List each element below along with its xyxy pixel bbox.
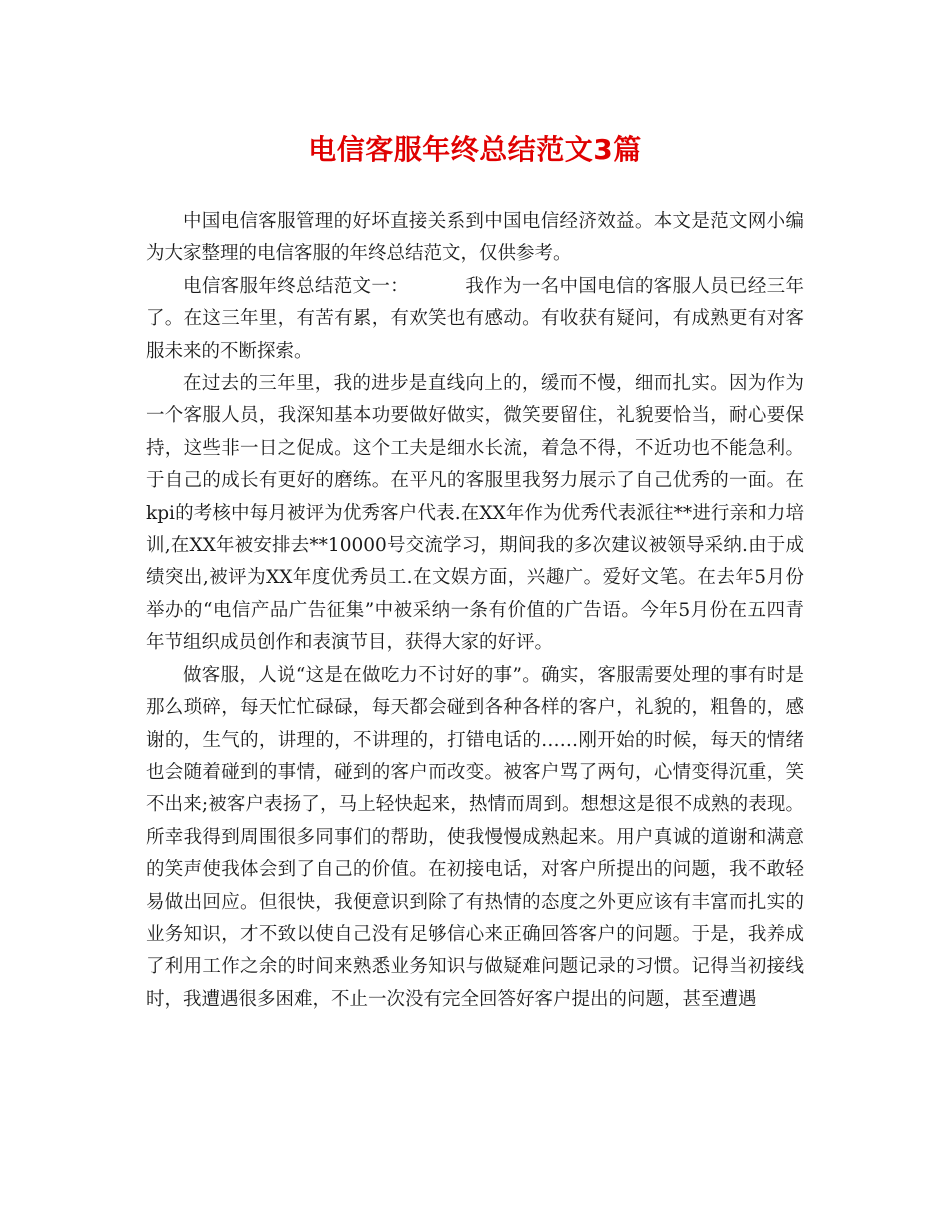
progress-paragraph: 在过去的三年里，我的进步是直线向上的，缓而不慢，细而扎实。因为作为一个客服人员，我深知基本功要做好做实，微笑要留住，礼貌要恰当，耐心要保持，这些非一日之促成。这个工夫是细水长流，着急不得，不近功也不能急利。于自己的成长有更好的磨练。在平凡的客服里我努力展示了自己优秀的一面。在kpi的考核中每月被评为优秀客户代表.在XX年作为优秀代表派往**进行亲和力培训,在XX年被安排去**10000号交流学习，期间我的多次建议被领导采纳.由于成绩突出,被评为XX年度优秀员工.在文娱方面，兴趣广。爱好文笔。在去年5月份举办的“电信产品广告征集”中被采纳一条有价值的广告语。今年5月份在五四青年节组织成员创作和表演节目，获得大家的好评。 [146,373,804,654]
service-paragraph: 做客服，人说“这是在做吃力不讨好的事”。确实，客服需要处理的事有时是那么琐碎，每天忙忙碌碌，每天都会碰到各种各样的客户，礼貌的，粗鲁的，感谢的，生气的，讲理的，不讲理的，打错电话的……刚开始的时候，每天的情绪也会随着碰到的事情，碰到的客户而改变。被客户骂了两句，心情变得沉重，笑不出来;被客户表扬了，马上轻快起来，热情而周到。想想这是很不成熟的表现。所幸我得到周围很多同事们的帮助，使我慢慢成熟起来。用户真诚的道谢和满意的笑声使我体会到了自己的价值。在初接电话，对客户所提出的问题，我不敢轻易做出回应。但很快，我便意识到除了有热情的态度之外更应该有丰富而扎实的业务知识，才不致以使自己没有足够信心来正确回答客户的问题。于是，我养成了利用工作之余的时间来熟悉业务知识与做疑难问题记录的习惯。记得当初接线时，我遭遇很多困难，不止一次没有完全回答好客户提出的问题，甚至遭遇 [146,664,804,1010]
intro-paragraph: 中国电信客服管理的好坏直接关系到中国电信经济效益。本文是范文网小编为大家整理的电信客服的年终总结范文，仅供参考。 [146,211,804,265]
section-one-lead: 我作为一名中国电信的客服人员已经三年了。 [146,275,804,330]
section-one-paragraph [146,271,804,368]
document-body [146,206,804,1016]
section-one-text: 在这三年里，有苦有累，有欢笑也有感动。有收获有疑问，有成熟更有对客服未来的不断探索。 [146,308,804,362]
document-title: 电信客服年终总结范文3篇 [308,133,642,166]
section-one-heading: 电信客服年终总结范文一： [183,275,409,297]
